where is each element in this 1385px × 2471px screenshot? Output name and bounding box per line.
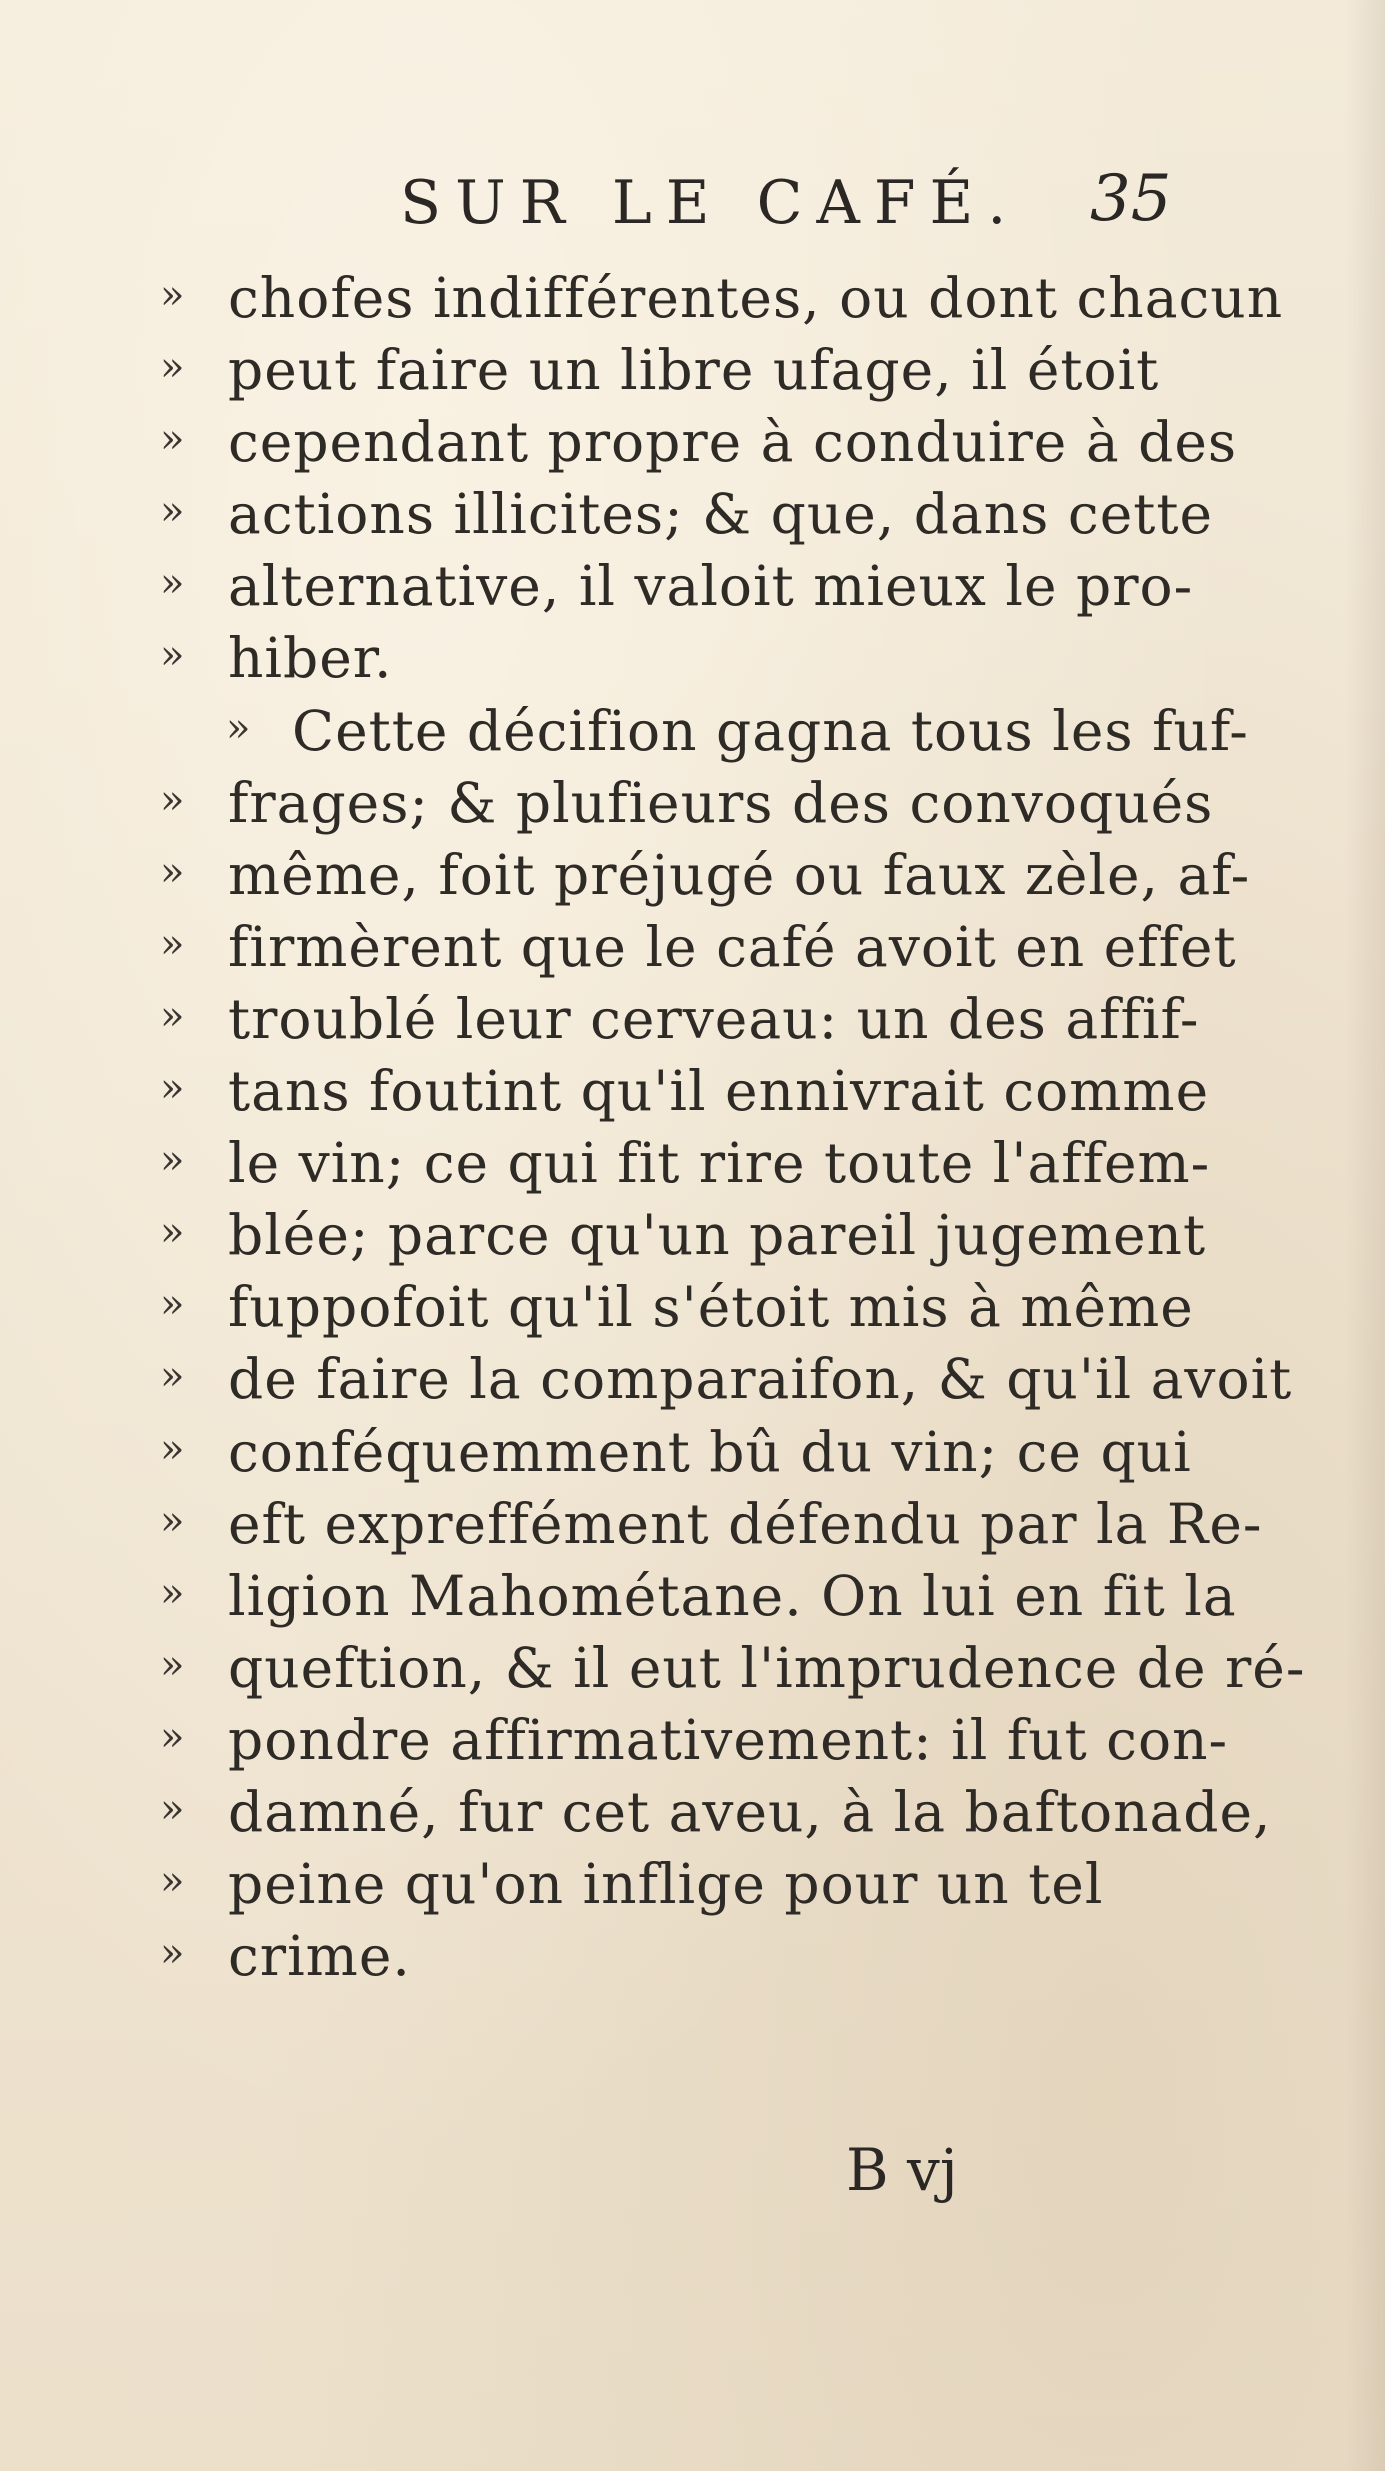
text-line	[0, 1199, 1385, 1271]
text-line	[0, 911, 1385, 983]
quote-mark: »	[160, 1065, 185, 1112]
quote-mark: »	[160, 1137, 185, 1184]
line-text: peut faire un libre ufage, il étoit	[228, 338, 1160, 403]
quote-mark: »	[160, 776, 185, 823]
quote-mark: »	[160, 920, 185, 967]
text-line	[0, 1560, 1385, 1632]
text-line	[0, 1632, 1385, 1704]
line-text: actions illicites; & que, dans cette	[228, 482, 1213, 547]
line-text: tans foutint qu'il ennivrait comme	[228, 1059, 1210, 1124]
body-text	[0, 262, 1385, 1992]
text-line	[0, 406, 1385, 478]
quote-mark: »	[160, 1858, 185, 1905]
quote-mark: »	[160, 1425, 185, 1472]
line-text: peine qu'on inflige pour un tel	[228, 1852, 1104, 1917]
line-text: alternative, il valoit mieux le pro-	[228, 554, 1194, 619]
text-line	[0, 1055, 1385, 1127]
quote-mark: »	[160, 1641, 185, 1688]
line-text: queftion, & il eut l'imprudence de ré-	[228, 1635, 1306, 1700]
line-text: troublé leur cerveau: un des affif-	[228, 986, 1200, 1051]
line-text: le vin; ce qui fit rire toute l'affem-	[228, 1131, 1211, 1196]
text-line	[0, 262, 1385, 334]
text-line	[0, 839, 1385, 911]
quote-mark: »	[160, 1281, 185, 1328]
quote-mark: »	[160, 848, 185, 895]
page-number: 35	[1090, 162, 1172, 236]
line-text: fuppofoit qu'il s'étoit mis à même	[228, 1275, 1194, 1340]
quote-mark: »	[160, 1353, 185, 1400]
quote-mark: »	[160, 1713, 185, 1760]
signature-mark: B vj	[846, 2136, 958, 2204]
quote-mark: »	[160, 416, 185, 463]
quote-mark: »	[160, 344, 185, 391]
running-head: SUR LE CAFÉ.	[400, 168, 1021, 238]
text-line	[0, 1127, 1385, 1199]
quote-mark: »	[160, 992, 185, 1039]
text-line	[0, 1416, 1385, 1488]
text-line	[0, 478, 1385, 550]
line-text: blée; parce qu'un pareil jugement	[228, 1203, 1207, 1268]
text-line	[0, 767, 1385, 839]
text-line	[0, 1920, 1385, 1992]
line-text: hiber.	[228, 626, 393, 691]
line-text: de faire la comparaifon, & qu'il avoit	[228, 1347, 1293, 1412]
quote-mark: »	[160, 1930, 185, 1977]
text-line	[0, 1848, 1385, 1920]
quote-mark: »	[160, 1209, 185, 1256]
page-header	[0, 162, 1385, 242]
line-text: conféquemment bû du vin; ce qui	[228, 1419, 1192, 1484]
quote-mark: »	[160, 632, 185, 679]
text-line	[0, 1271, 1385, 1343]
quote-mark: »	[160, 272, 185, 318]
line-text: crime.	[228, 1924, 411, 1989]
line-text: frages; & plufieurs des convoqués	[228, 770, 1214, 835]
text-line	[0, 1343, 1385, 1415]
line-text: eft expreffément défendu par la Re-	[228, 1491, 1263, 1556]
text-line	[0, 334, 1385, 406]
line-text: cependant propre à conduire à des	[228, 410, 1238, 475]
text-line	[0, 1776, 1385, 1848]
text-line	[0, 983, 1385, 1055]
line-text: ligion Mahométane. On lui en fit la	[228, 1563, 1237, 1628]
quote-mark: »	[160, 1497, 185, 1544]
line-text: damné, fur cet aveu, à la baftonade,	[228, 1779, 1272, 1844]
text-line	[0, 1704, 1385, 1776]
quote-mark: »	[160, 560, 185, 607]
line-text: firmèrent que le café avoit en effet	[228, 914, 1237, 979]
line-text: même, foit préjugé ou faux zèle, af-	[228, 842, 1251, 907]
paragraph-start-line	[0, 695, 1385, 767]
quote-mark: »	[160, 1569, 185, 1616]
text-line	[0, 1488, 1385, 1560]
quote-mark: »	[160, 1785, 185, 1832]
text-line	[0, 622, 1385, 694]
line-text: chofes indifférentes, ou dont chacun	[228, 266, 1284, 330]
line-text: pondre affirmativement: il fut con-	[228, 1707, 1229, 1772]
text-line	[0, 550, 1385, 622]
quote-mark: »	[226, 704, 251, 751]
line-text: Cette décifion gagna tous les fuf-	[292, 698, 1249, 763]
quote-mark: »	[160, 488, 185, 535]
